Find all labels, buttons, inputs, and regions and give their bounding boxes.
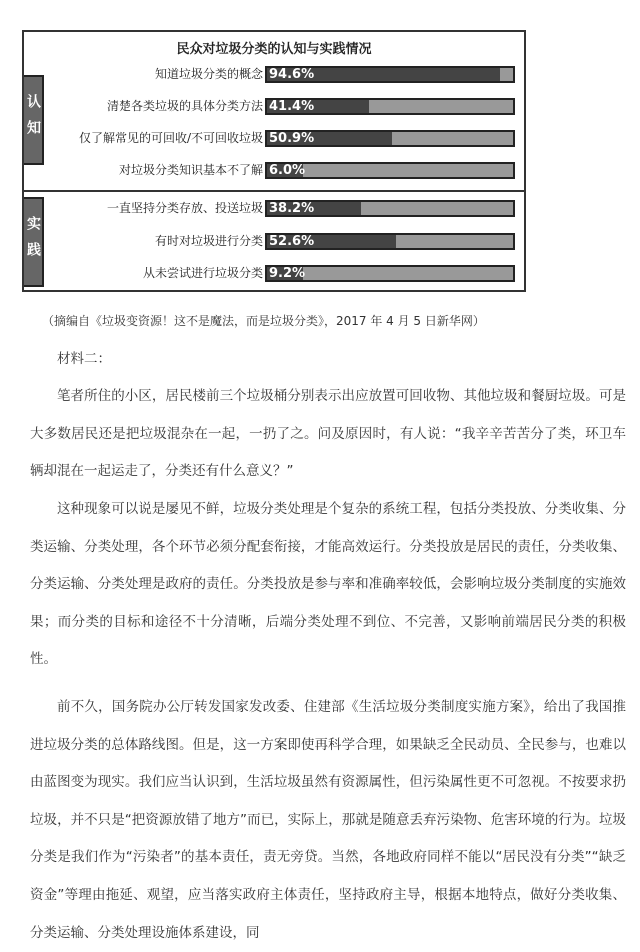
source-citation: （摘编自《垃圾变资源！这不是魔法，而是垃圾分类》，2017 年 4 月 5 日新华网） [42,314,485,328]
bar-row [54,233,516,250]
bar-label: 知道垃圾分类的概念 [154,67,263,81]
group-label: 认知 [25,94,41,146]
section-heading: 材料二： [57,350,111,367]
bar-track [265,130,515,147]
group-tab-practice [24,197,44,287]
bar-row [54,130,516,147]
bar-value-label: 6.0% [269,163,306,178]
bar-value-label: 41.4% [269,99,315,114]
bar-track [265,162,515,179]
bar-label: 从未尝试进行垃圾分类 [142,266,263,280]
paragraph: 前不久，国务院办公厅转发国家发改委、住建部《生活垃圾分类制度实施方案》，给出了我国推进垃圾分类的总体路线图。但是，这一方案即使再科学合理，如果缺乏全民动员、全民参与，也难以由蓝图变为现实。我们应当认识到，生活垃圾虽然有资源属性，但污染属性更不可忽视。不按要求扔垃圾，并不只是“把资源放错了地方”而已，实际上，那就是随意丢弃污染物、危害环境的行为。垃圾分类是我们作为“污染者”的基本责任，责无旁贷。当然，各地政府同样不能以“居民没有分类”“缺乏资金”等理由拖延、观望，应当落实政府主体责任，坚持政府主导，根据本地特点，做好分类收集、分类运输、分类处理设施体系建设，同 [30,698,626,941]
bar-row [54,98,516,115]
bar-value-label: 50.9% [269,131,315,146]
bar-label: 一直坚持分类存放、投送垃圾 [106,201,263,215]
chart [22,30,526,292]
bar-row [54,162,516,179]
bar-label: 对垃圾分类知识基本不了解 [118,163,263,177]
bar-value-label: 94.6% [269,67,315,82]
paragraph: 笔者所住的小区，居民楼前三个垃圾桶分别表示出应放置可回收物、其他垃圾和餐厨垃圾。可是大多数居民还是把垃圾混杂在一起，一扔了之。问及原因时，有人说：“我辛辛苦苦分了类，环卫车辆却混在一起运走了，分类还有什么意义？” [30,388,626,480]
bar-track [265,98,515,115]
document-body [30,303,626,952]
bar-value-label: 52.6% [269,234,315,249]
paragraph: 这种现象可以说是屡见不鲜，垃圾分类处理是个复杂的系统工程，包括分类投放、分类收集、分类运输、分类处理，各个环节必须分配套衔接，才能高效运行。分类投放是居民的责任，分类收集、分类运输、分类处理是政府的责任。分类投放是参与率和准确率较低，会影响垃圾分类制度的实施效果；而分类的目标和途径不十分清晰，后端分类处理不到位、不完善，又影响前端居民分类的积极性。 [30,500,626,668]
bar-label: 仅了解常见的可回收/不可回收垃圾 [78,131,263,145]
bar-row [54,265,516,282]
bar-value-label: 38.2% [269,201,315,216]
bar-row [54,200,516,217]
bar-track [265,66,515,83]
bar-track [265,200,515,217]
bar-label: 清楚各类垃圾的具体分类方法 [106,99,263,113]
bar-row [54,66,516,83]
bar-value-label: 9.2% [269,266,306,281]
group-label: 实践 [25,216,41,268]
bar-track [265,233,515,250]
bar-label: 有时对垃圾进行分类 [154,234,263,248]
group-tab-cognition [24,75,44,165]
bar-track [265,265,515,282]
chart-title: 民众对垃圾分类的认知与实践情况 [176,42,372,57]
group-divider [24,190,524,192]
